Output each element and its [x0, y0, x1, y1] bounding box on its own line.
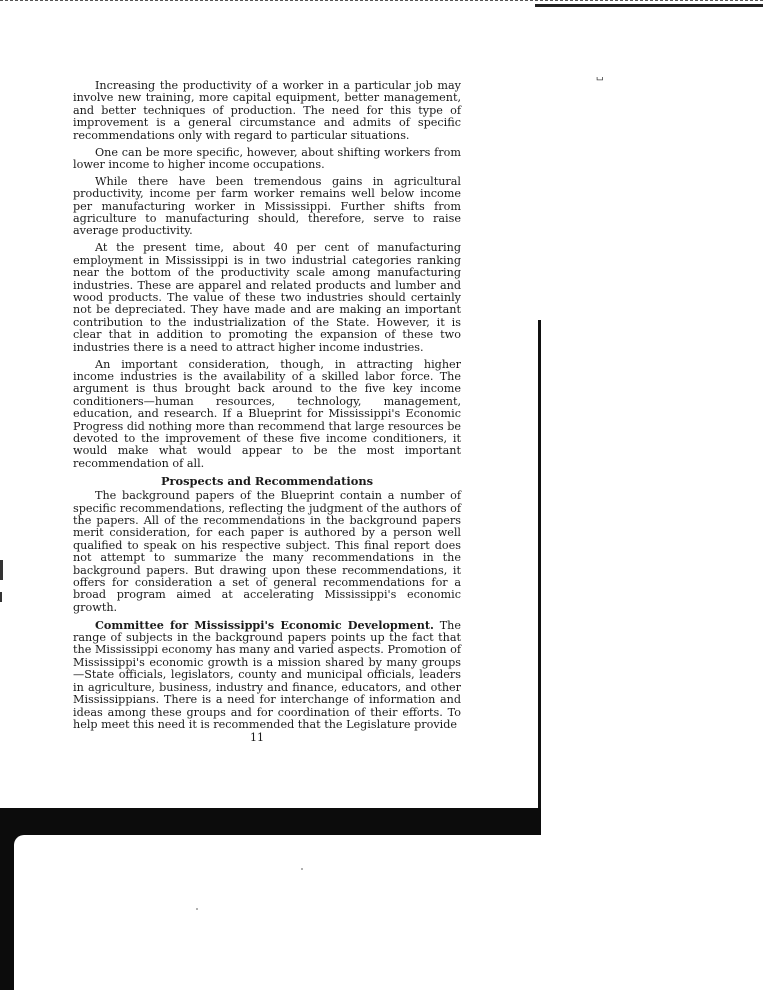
committee-lead: Committee for Mississippi's Economic Development. — [95, 617, 434, 632]
paragraph-skilled-labor: An important consideration, though, in attracting higher income industries is the availability of a skilled labor force. The argument is thus brought back around to the five key income conditioners—human resources, technology, management, education, and research. If a Blueprint for Mississippi's Economic Progress did nothing more than recommend that large resources be devoted to the improvement of these five income conditioners, it would make what would appear to be the most important recommendation of all. — [73, 357, 461, 470]
page-number: 11 — [250, 731, 264, 744]
scan-corner-mark: ␣ — [596, 70, 604, 81]
page-right-edge — [538, 320, 541, 810]
paragraph-manufacturing: At the present time, about 40 per cent of manufacturing employment in Mississippi is in two industrial categories ranking near the bottom of the productivity scale among manufacturing industries. These are apparel and related products and lumber and wood products. The value of these two industries should certainly not be depreciated. They have made and are making an important contribution to the industrialization of the State. However, it is clear that in addition to promoting the expansion of these two industries there is a need to attract higher income industries. — [73, 241, 461, 354]
paragraph-background-papers: The background papers of the Blueprint contain a number of specific recommendations, reflecting the judgment of the authors of the papers. All of the recommendations in the background papers merit consideration, for each paper is authored by a person well qualified to speak on his respective subject. This final report does not attempt to summarize the many recommendations in the background papers. But drawing upon these recommendations, it offers for consideration a set of general recommendations for a broad program aimed at accelerating Mississippi's economic growth. — [73, 489, 461, 614]
document-page — [73, 80, 461, 736]
scan-left-mark — [0, 560, 3, 580]
paragraph-shifting-workers: One can be more specific, however, about shifting workers from lower income to higher income occupations. — [73, 145, 461, 171]
scan-speck — [301, 868, 303, 870]
scan-top-band — [535, 4, 763, 7]
section-heading: Prospects and Recommendations — [160, 473, 374, 488]
scan-background-page — [14, 835, 763, 990]
paragraph-agriculture: While there have been tremendous gains in agricultural productivity, income per farm worker remains well below income per manufacturing worker in Mississippi. Further shifts from agriculture to manufacturing should, therefore, serve to raise average productivity. — [73, 174, 461, 238]
scan-speck — [196, 908, 198, 910]
scan-left-mark-small — [0, 592, 2, 602]
paragraph-productivity: Increasing the productivity of a worker in a particular job may involve new training, more capital equipment, better management, and better techniques of production. The need for this type of improvement is a general circumstance and admits of specific recommendations only with regard to particular situations. — [73, 79, 461, 142]
paragraph-committee — [73, 619, 461, 732]
committee-text: The range of subjects in the background papers points up the fact that the Mississippi economy has many and varied aspects. Promotion of Mississippi's economic growth is a mission shared by many groups—State officials, legislators, county and municipal officials, leaders in agriculture, business, industry and finance, educators, and other Mississippians. There is a need for interchange of information and ideas among these groups and for coordination of their efforts. To help meet this need it is recommended that the Legislature provide — [73, 618, 461, 731]
